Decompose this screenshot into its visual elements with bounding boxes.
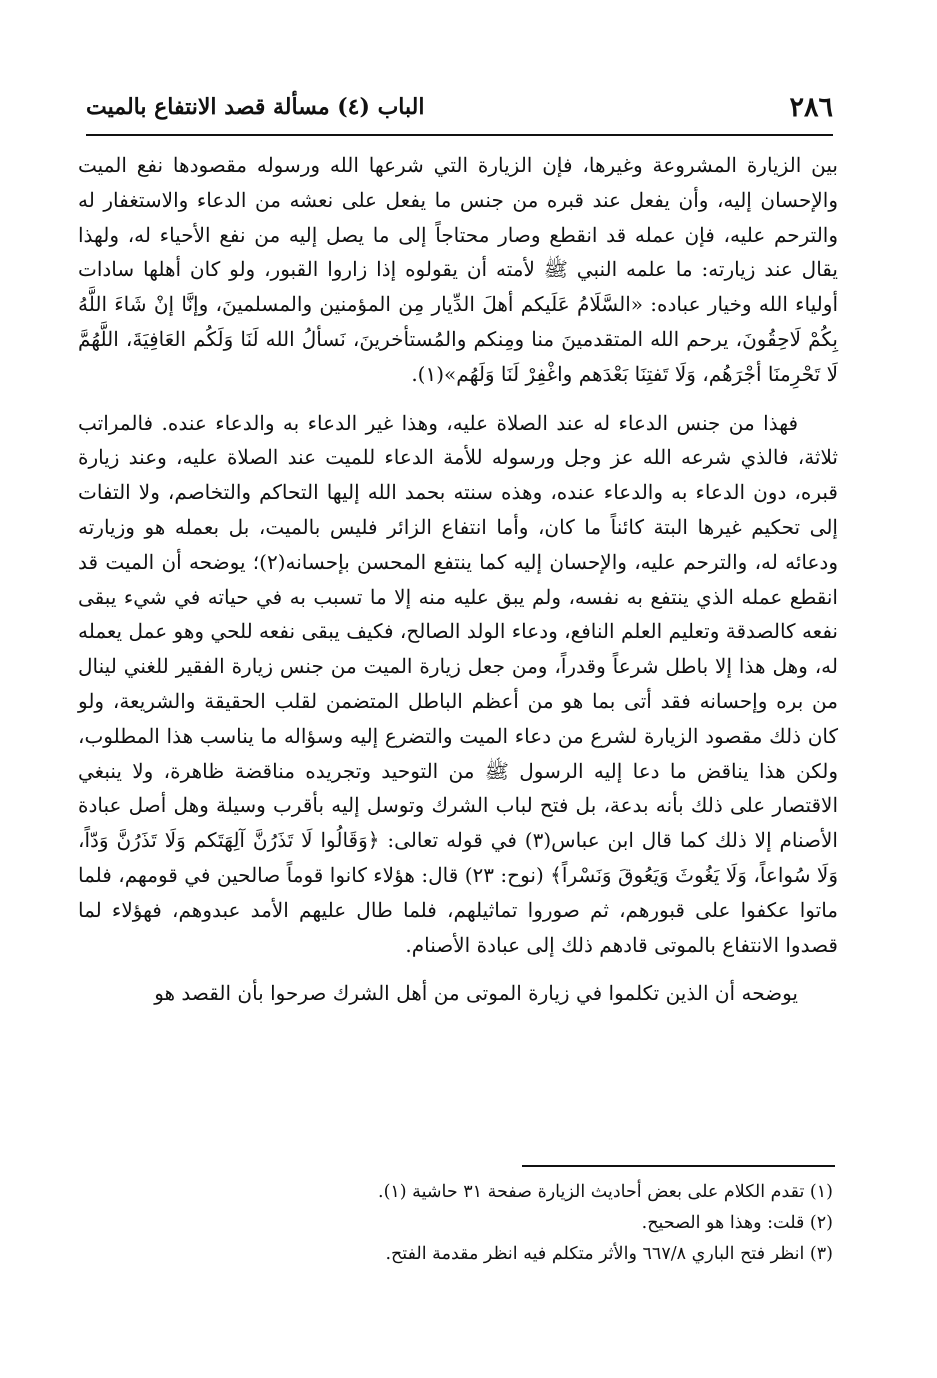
footnote-1: (١) تقدم الكلام على بعض أحاديث الزيارة صفحة ٣١ حاشية (١). — [378, 1182, 833, 1202]
paragraph-1: بين الزيارة المشروعة وغيرها، فإن الزيارة التي شرعها الله ورسوله مقصودها نفع الميت والإحسان إليه، وأن يفعل عند قبره من جنس ما يفعل على نعشه من الدعاء والاستغفار له والترحم عليه، فإن عمله قد انقطع وصار محتاجاً إلى ما يصل إليه من نفع الأحياء له، ولهذا يقال عند زيارته: ما علمه النبي ﷺ لأمته أن يقولوه إذا زاروا القبور، ولو كان أهلها سادات أولياء الله وخيار عباده: «السَّلَامُ عَلَيكم أهلَ الدِّيار مِن المؤمنين والمسلمينَ، وإنَّا إنْ شَاءَ اللَّهُ بِكُمْ لَاحِقُونَ، يرحم الله المتقدمينَ منا ومِنكم والمُستأخرينَ، نَسألُ الله لَنَا وَلَكُم العَافِيَةَ، اللَّهُمَّ لَا تَحْرِمنَا أجْرَهُم، وَلَا تَفتِنَا بَعْدَهم واغْفِرْ لَنَا وَلَهُم»(١). — [78, 153, 838, 386]
footnote-3: (٣) انظر فتح الباري ٦٦٧/٨ والأثر متكلم فيه انظر مقدمة الفتح. — [385, 1244, 833, 1264]
page-number: ٢٨٦ — [789, 92, 833, 123]
footnote-divider — [522, 1165, 835, 1167]
header-divider — [86, 134, 833, 136]
paragraph-3: يوضحه أن الذين تكلموا في زيارة الموتى من أهل الشرك صرحوا بأن القصد هو — [154, 981, 798, 1006]
page-header — [86, 88, 833, 132]
running-title: الباب (٤) مسألة قصد الانتفاع بالميت — [86, 94, 425, 120]
footnotes — [240, 1177, 833, 1270]
footnote-2: (٢) قلت: وهذا هو الصحيح. — [641, 1213, 833, 1233]
paragraph-2: فهذا من جنس الدعاء له عند الصلاة عليه، وهذا غير الدعاء به والدعاء عنده. فالمراتب ثلاثة، فالذي شرعه الله عز وجل ورسوله للأمة الدعاء للميت عند الصلاة عليه، وعند زيارة قبره، دون الدعاء به والدعاء عنده، وهذه سنته بحمد الله إليها التحاكم والتخاصم، ولا التفات إلى تحكيم غيرها البتة كائناً ما كان، وأما انتفاع الزائر فليس بالميت، بل بعمله هو وزيارته ودعائه له، والترحم عليه، والإحسان إليه كما ينتفع المحسن بإحسانه(٢)؛ يوضحه أن الميت قد انقطع عمله الذي ينتفع به نفسه، ولم يبق عليه منه إلا ما تسبب به في حياته في شيء يبقى نفعه كالصدقة وتعليم العلم النافع، ودعاء الولد الصالح، فكيف يبقى نفعه للحي وهو عمل يعمله له، وهل هذا إلا باطل شرعاً وقدراً، ومن جعل زيارة الميت من جنس زيارة الفقير للغني لينال من بره وإحسانه فقد أتى بما هو من أعظم الباطل المتضمن لقلب الحقيقة والشريعة، ولو كان ذلك مقصود الزيارة لشرع من دعاء الميت والتضرع إليه وسؤاله ما يناسب هذا المطلوب، ولكن هذا يناقض ما دعا إليه الرسول ﷺ من التوحيد وتجريده مناقضة ظاهرة، ولا ينبغي الاقتصار على ذلك بأنه بدعة، بل فتح لباب الشرك وتوسل إليه بأقرب وسيلة وهل أصل عبادة الأصنام إلا ذلك كما قال ابن عباس(٣) في قوله تعالى: ﴿وَقَالُوا لَا تَذَرُنَّ آلِهَتَكم وَلَا تَذَرُنَّ وَدّاً، وَلَا سُواعاً، وَلَا يَغُوثَ وَيَعُوقَ وَنَسْراً﴾ (نوح: ٢٣) قال: هؤلاء كانوا قوماً صالحين في قومهم، فلما ماتوا عكفوا على قبورهم، ثم صوروا تماثيلهم، فلما طال عليهم الأمد عبدوهم، فهؤلاء لما قصدوا الانتفاع بالموتى قادهم ذلك إلى عبادة الأصنام. — [78, 410, 838, 957]
main-text — [78, 148, 838, 1011]
